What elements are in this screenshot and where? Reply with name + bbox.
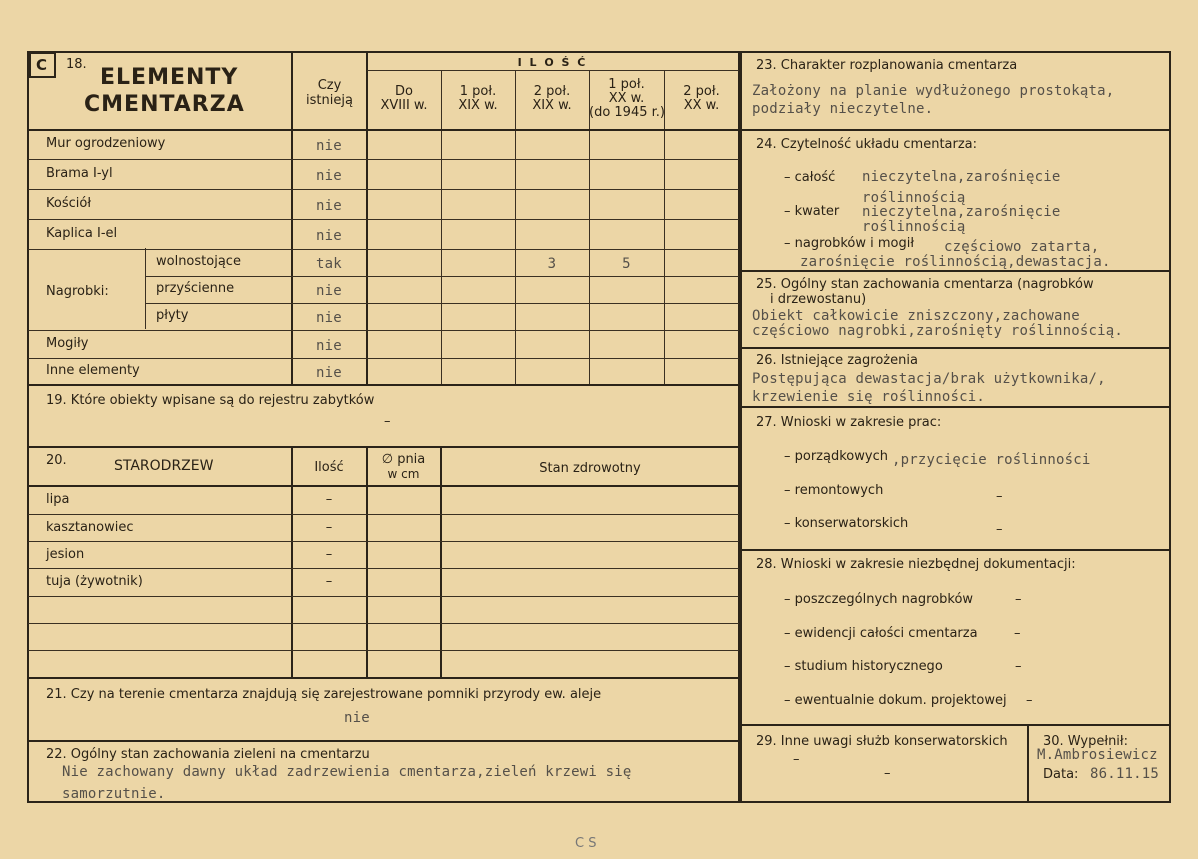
s30-name: M.Ambrosiewicz xyxy=(1037,747,1158,763)
grid-line xyxy=(146,303,739,304)
s25-line1: Obiekt całkowicie zniszczony,zachowane xyxy=(752,308,1080,324)
element-label: płyty xyxy=(156,308,189,323)
s23-line1: Założony na planie wydłużonego prostokąta, xyxy=(752,83,1115,99)
s21-value: nie xyxy=(344,710,370,726)
element-exists: nie xyxy=(316,228,342,244)
ilosc-col-l2: XX w. xyxy=(608,91,645,106)
s23-line2: podziały nieczytelne. xyxy=(752,101,934,117)
element-exists: nie xyxy=(316,138,342,154)
grid-line xyxy=(440,447,442,677)
s19-label: 19. Które obiekty wpisane są do rejestru zabytków xyxy=(46,393,375,408)
section-letter: C xyxy=(36,56,48,74)
grid-line xyxy=(589,70,590,384)
grid-line xyxy=(741,129,1170,131)
s20-col-qty: Ilość xyxy=(314,460,344,475)
s24-kwater-l2: roślinnością xyxy=(862,219,966,235)
work-proposal-label: – porządkowych xyxy=(784,449,888,464)
s29-value1: – xyxy=(793,752,800,767)
work-proposal-value: – xyxy=(996,522,1003,537)
s20-col-diam-l1: ∅ pnia xyxy=(381,452,426,467)
grid-line xyxy=(741,270,1170,272)
s20-col-health: Stan zdrowotny xyxy=(539,461,641,476)
ilosc-col-l2: XIX w. xyxy=(532,98,572,113)
grid-line xyxy=(28,159,739,160)
s24-kwater-l1: nieczytelna,zarośnięcie xyxy=(862,204,1061,220)
element-exists: nie xyxy=(316,198,342,214)
s18-title-line2: CMENTARZA xyxy=(84,92,245,117)
grid-line xyxy=(28,219,739,220)
grid-line xyxy=(366,52,368,384)
s28-label: 28. Wnioski w zakresie niezbędnej dokumentacji: xyxy=(756,557,1076,572)
grid-line xyxy=(145,248,146,329)
s30-date-label: Data: xyxy=(1043,767,1079,782)
element-label: wolnostojące xyxy=(156,254,241,269)
s24-calosc-label: – całość xyxy=(784,170,836,185)
ilosc-col-l1: 2 poł. xyxy=(533,84,571,99)
s29-value2: – xyxy=(884,766,891,781)
nagrobki-label: Nagrobki: xyxy=(46,284,109,299)
tree-qty: – xyxy=(325,520,333,535)
s25-label-l1: 25. Ogólny stan zachowania cmentarza (nagrobków xyxy=(756,277,1094,292)
grid-line xyxy=(515,70,516,384)
ilosc-col-l2: XVIII w. xyxy=(380,98,428,113)
element-exists: nie xyxy=(316,310,342,326)
grid-line xyxy=(28,249,739,250)
col-exists-l2: istnieją xyxy=(306,93,353,108)
ilosc-header: I L O Ś Ć xyxy=(517,56,588,69)
s19-value: – xyxy=(384,414,391,429)
s29-label: 29. Inne uwagi służb konserwatorskich xyxy=(756,734,1008,749)
tree-label: lipa xyxy=(46,492,70,507)
s25-line2: częściowo nagrobki,zarośnięty roślinnością. xyxy=(752,323,1124,339)
grid-line xyxy=(28,740,739,742)
s24-calosc-l2: roślinnością xyxy=(862,190,966,206)
ilosc-col-l1: 1 poł. xyxy=(459,84,497,99)
bottom-mark: C S xyxy=(575,836,597,851)
work-proposal-value: ,przycięcie roślinności xyxy=(892,452,1091,468)
element-label: Brama I-yl xyxy=(46,166,113,181)
work-proposal-label: – remontowych xyxy=(784,483,884,498)
documentation-label: – studium historycznego xyxy=(784,659,943,674)
s20-title: STARODRZEW xyxy=(114,458,214,474)
grid-line xyxy=(28,446,739,448)
grid-line xyxy=(28,330,739,331)
grid-line xyxy=(28,541,739,542)
grid-line xyxy=(664,70,665,384)
element-exists: nie xyxy=(316,365,342,381)
grid-line xyxy=(28,596,739,597)
s30-label: 30. Wypełnił: xyxy=(1043,734,1128,749)
s21-label: 21. Czy na terenie cmentarza znajdują się zarejestrowane pomniki przyrody ew. aleje xyxy=(46,687,602,702)
grid-line xyxy=(291,447,293,677)
tree-qty: – xyxy=(325,547,333,562)
element-label: przyścienne xyxy=(156,281,235,296)
work-proposal-value: – xyxy=(996,489,1003,504)
work-proposal-label: – konserwatorskich xyxy=(784,516,909,531)
ilosc-col-l3: (do 1945 r.) xyxy=(589,105,665,120)
s22-line2: samorzutnie. xyxy=(62,786,166,802)
s22-line1: Nie zachowany dawny układ zadrzewienia cmentarza,zieleń krzewi się xyxy=(62,764,632,780)
s22-label: 22. Ogólny stan zachowania zieleni na cmentarzu xyxy=(46,747,370,762)
s24-label: 24. Czytelność układu cmentarza: xyxy=(756,137,978,152)
tree-label: tuja (żywotnik) xyxy=(46,574,143,589)
grid-line xyxy=(28,129,739,131)
s24-calosc-l1: nieczytelna,zarośnięcie xyxy=(862,169,1061,185)
s18-title-line1: ELEMENTY xyxy=(100,65,239,90)
element-exists: tak xyxy=(316,256,342,272)
ilosc-col-l1: Do xyxy=(395,84,413,99)
grid-line xyxy=(28,514,739,515)
s26-line2: krzewienie się roślinności. xyxy=(752,389,985,405)
tree-qty: – xyxy=(325,492,333,507)
grid-line xyxy=(741,549,1170,551)
documentation-value: – xyxy=(1014,626,1021,641)
tree-label: jesion xyxy=(46,547,85,562)
documentation-label: – ewidencji całości cmentarza xyxy=(784,626,978,641)
grid-line xyxy=(28,623,739,624)
element-count: 3 xyxy=(547,256,557,272)
ilosc-col-l2: XIX w. xyxy=(458,98,498,113)
ilosc-col-l1: 2 poł. xyxy=(683,84,720,99)
grid-line xyxy=(1027,725,1029,802)
documentation-value: – xyxy=(1026,693,1033,708)
grid-line xyxy=(28,568,739,569)
s20-number: 20. xyxy=(46,453,67,468)
element-exists: nie xyxy=(316,168,342,184)
documentation-value: – xyxy=(1015,659,1022,674)
s24-nagrobki-l2: zarośnięcie roślinnością,dewastacja. xyxy=(800,254,1111,270)
grid-line xyxy=(291,52,293,384)
grid-line xyxy=(28,358,739,359)
tree-label: kasztanowiec xyxy=(46,520,134,535)
ilosc-col-l1: 1 poł. xyxy=(608,77,645,92)
s24-nagrobki-l1: częściowo zatarta, xyxy=(944,239,1100,255)
grid-line xyxy=(367,70,739,71)
s18-number: 18. xyxy=(66,57,87,72)
grid-line xyxy=(441,70,442,384)
grid-line xyxy=(28,650,739,651)
documentation-label: – poszczególnych nagrobków xyxy=(784,592,974,607)
grid-line xyxy=(146,276,739,277)
element-exists: nie xyxy=(316,338,342,354)
s23-label: 23. Charakter rozplanowania cmentarza xyxy=(756,58,1018,73)
element-label: Mogiły xyxy=(46,336,89,351)
s30-date: 86.11.15 xyxy=(1090,766,1160,782)
grid-line xyxy=(28,485,739,487)
element-exists: nie xyxy=(316,283,342,299)
element-label: Mur ogrodzeniowy xyxy=(46,136,166,151)
grid-line xyxy=(28,384,739,386)
tree-qty: – xyxy=(325,574,333,589)
documentation-label: – ewentualnie dokum. projektowej xyxy=(784,693,1007,708)
grid-line xyxy=(741,724,1170,726)
element-label: Kaplica I-el xyxy=(46,226,118,241)
s20-col-diam-l2: w cm xyxy=(387,467,420,481)
s26-line1: Postępująca dewastacja/brak użytkownika/, xyxy=(752,371,1106,387)
documentation-value: – xyxy=(1015,592,1022,607)
grid-line xyxy=(366,447,368,677)
element-label: Kościół xyxy=(46,196,92,211)
ilosc-col-l2: XX w. xyxy=(683,98,720,113)
s26-label: 26. Istniejące zagrożenia xyxy=(756,353,918,368)
grid-line xyxy=(741,347,1170,349)
element-label: Inne elementy xyxy=(46,363,140,378)
s27-label: 27. Wnioski w zakresie prac: xyxy=(756,415,942,430)
grid-line xyxy=(28,189,739,190)
s25-label-l2: i drzewostanu) xyxy=(770,292,867,307)
col-exists-l1: Czy xyxy=(317,78,342,93)
grid-line xyxy=(741,406,1170,408)
s24-kwater-label: – kwater xyxy=(784,204,840,219)
element-count: 5 xyxy=(622,256,631,272)
s24-nagrobki-label: – nagrobków i mogił xyxy=(784,236,915,251)
grid-line xyxy=(28,677,739,679)
